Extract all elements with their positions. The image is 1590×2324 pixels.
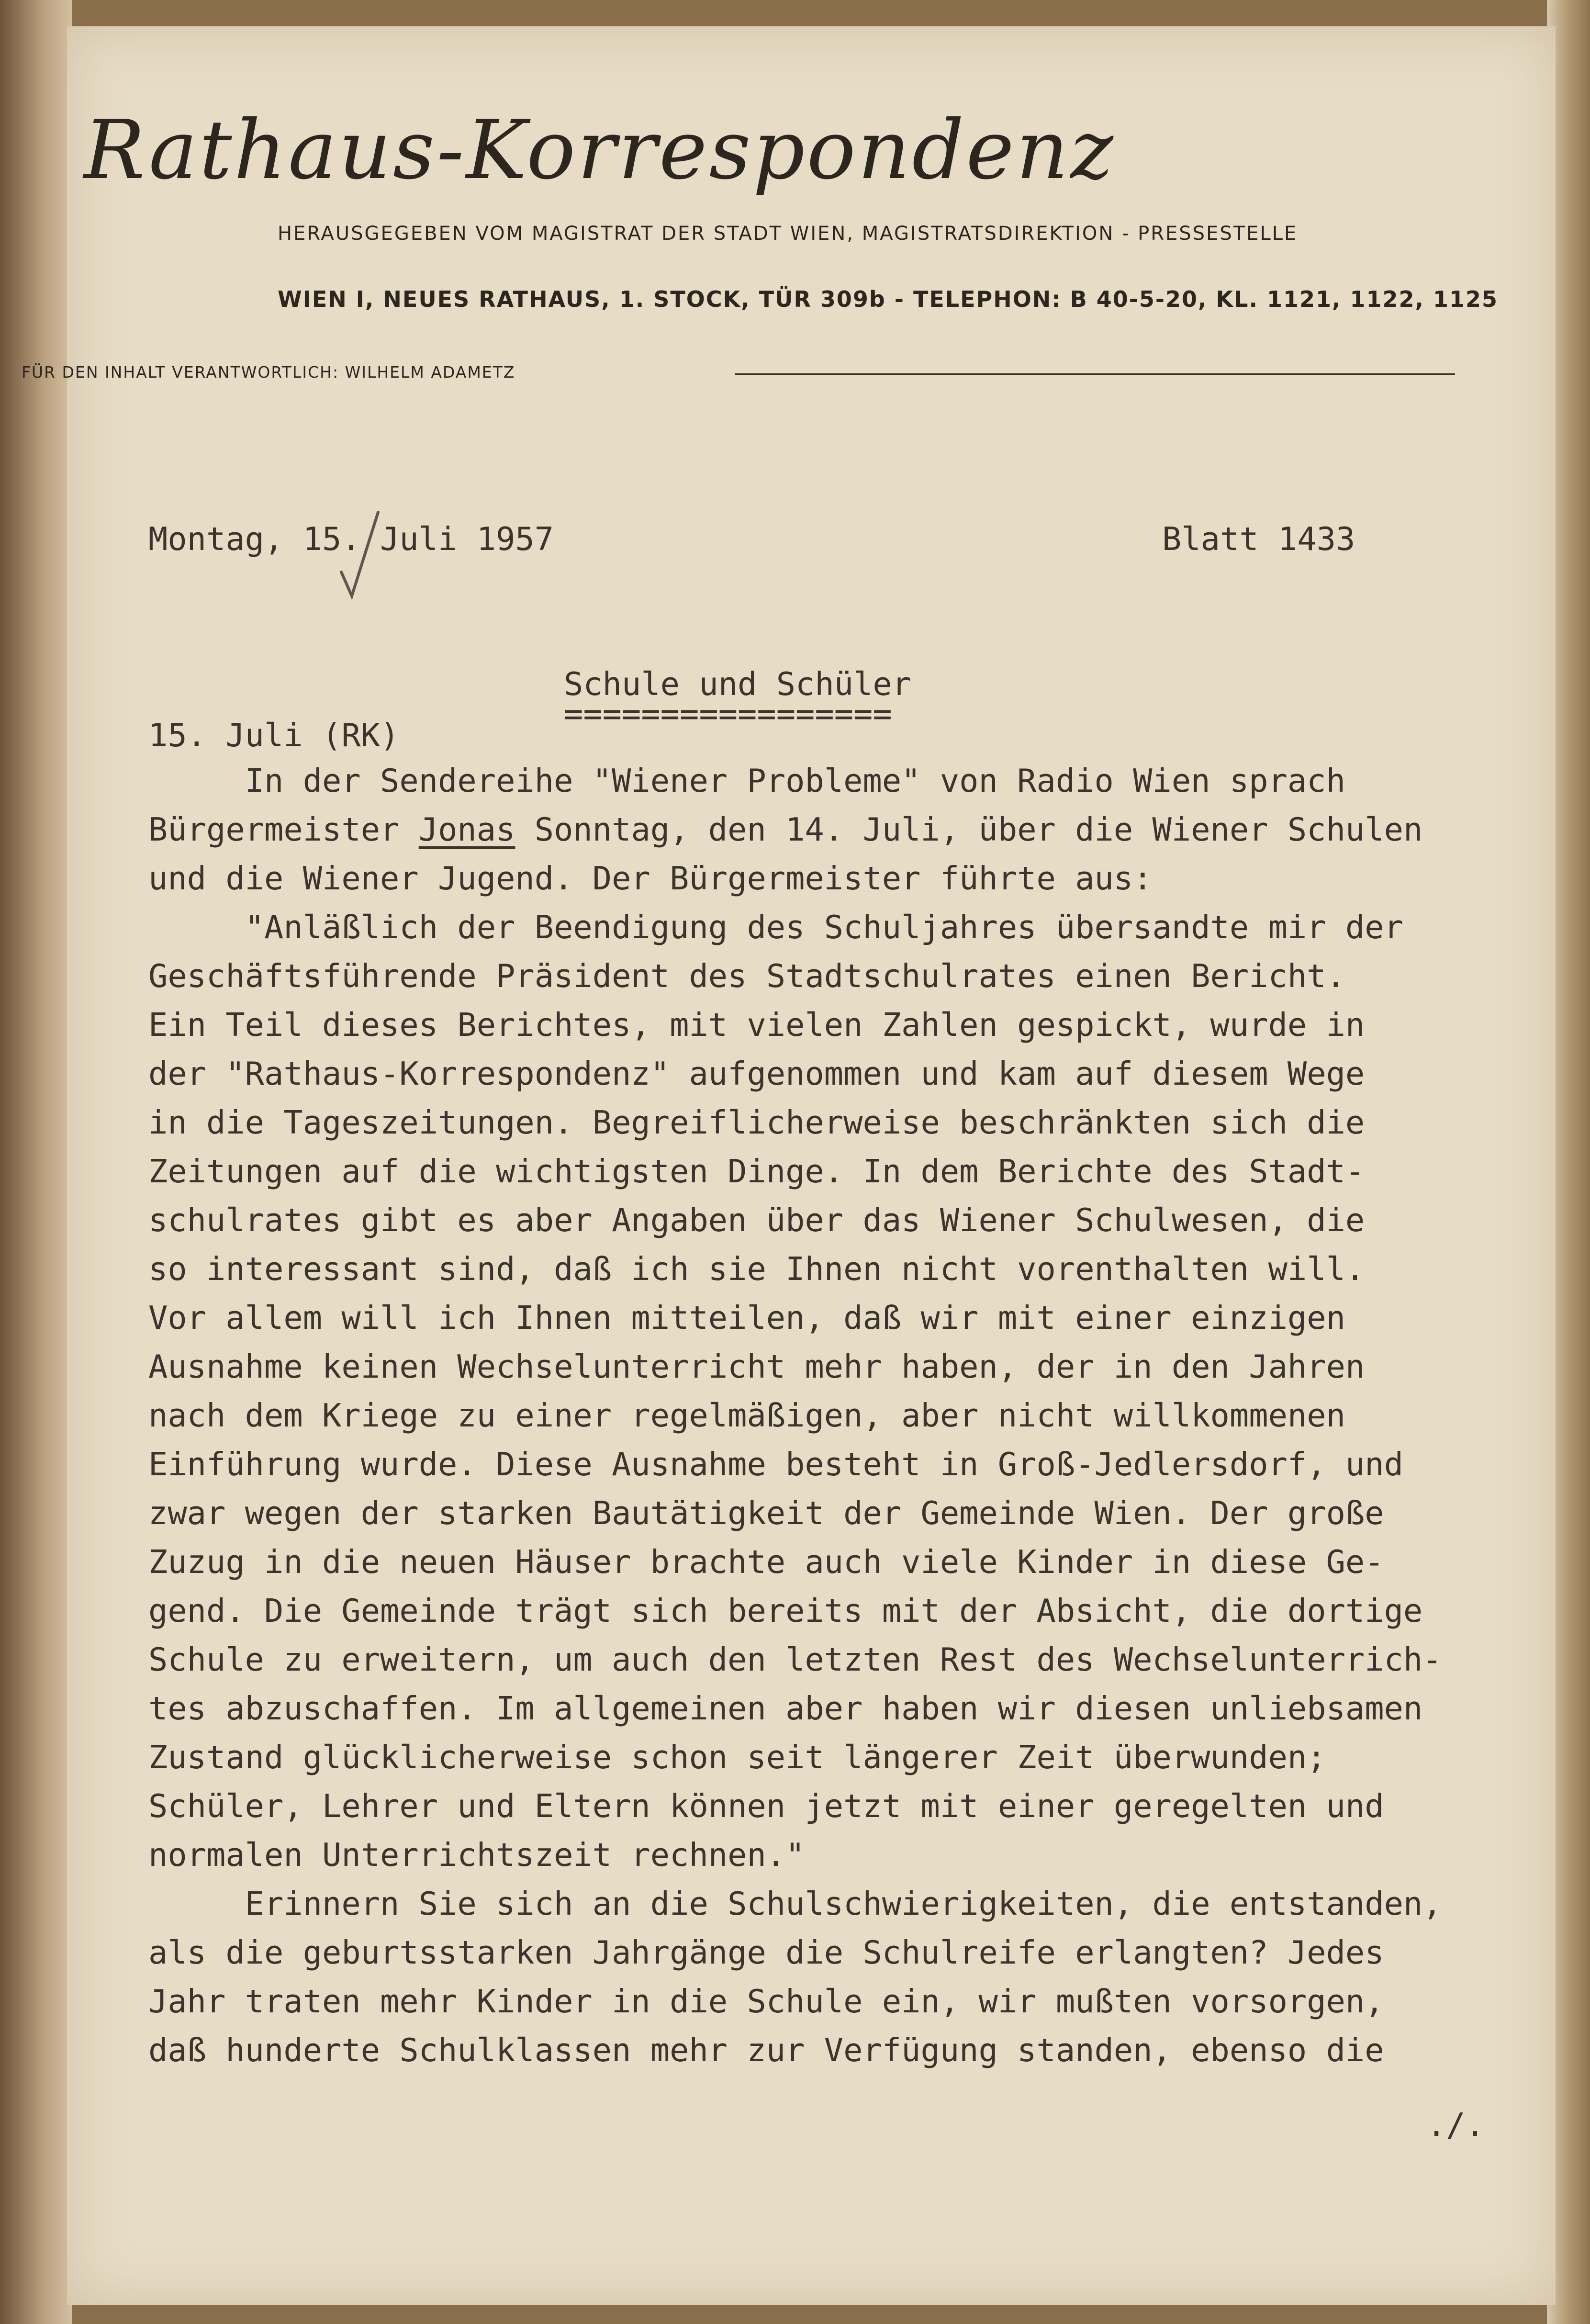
sheet-number: Blatt 1433	[1162, 520, 1355, 558]
facing-page-edge	[0, 0, 72, 2324]
body-line: schulrates gibt es aber Angaben über das Wiener Schulwesen, die	[148, 1201, 1365, 1239]
check-mark-icon	[337, 510, 381, 601]
body-line: gend. Die Gemeinde trägt sich bereits mit der Absicht, die dortige	[148, 1592, 1423, 1629]
date-line: Montag, 15. Juli 1957	[148, 520, 554, 558]
address-line: WIEN I, NEUES RATHAUS, 1. STOCK, TÜR 309b - TELEPHON: B 40-5-20, KL. 1121, 1122, 1125	[278, 286, 1499, 312]
body-line: In der Sendereihe "Wiener Probleme" von Radio Wien sprach	[148, 762, 1345, 799]
heading-rule: =================	[564, 695, 892, 732]
body-line: und die Wiener Jugend. Der Bürgermeister führte aus:	[148, 860, 1153, 897]
body-line: nach dem Kriege zu einer regelmäßigen, aber nicht willkommenen	[148, 1397, 1345, 1434]
publisher-line: HERAUSGEGEBEN VOM MAGISTRAT DER STADT WIEN, MAGISTRATSDIREKTION - PRESSESTELLE	[278, 223, 1298, 245]
body-line: Ausnahme keinen Wechselunterricht mehr haben, der in den Jahren	[148, 1348, 1365, 1385]
body-line: Schüler, Lehrer und Eltern können jetzt mit einer geregelten und	[148, 1787, 1384, 1825]
body-line: Zeitungen auf die wichtigsten Dinge. In dem Berichte des Stadt-	[148, 1153, 1365, 1190]
responsibility-line: FÜR DEN INHALT VERANTWORTLICH: WILHELM ADAMETZ	[22, 363, 515, 382]
body-line: daß hunderte Schulklassen mehr zur Verfügung standen, ebenso die	[148, 2032, 1384, 2069]
body-line: zwar wegen der starken Bautätigkeit der Gemeinde Wien. Der große	[148, 1494, 1384, 1532]
body-line: "Anläßlich der Beendigung des Schuljahres übersandte mir der	[148, 909, 1403, 946]
body-line: so interessant sind, daß ich sie Ihnen nicht vorenthalten will.	[148, 1250, 1365, 1288]
underlined-name: Jonas	[418, 811, 515, 848]
body-line: normalen Unterrichtszeit rechnen."	[148, 1836, 805, 1874]
body-line: Zustand glücklicherweise schon seit längerer Zeit überwunden;	[148, 1739, 1326, 1776]
body-line: als die geburtsstarken Jahrgänge die Schulreife erlangten? Jedes	[148, 1934, 1384, 1971]
body-line-start: Bürgermeister	[148, 811, 419, 848]
body-line: Schule zu erweitern, um auch den letzten Rest des Wechselunterrich-	[148, 1641, 1442, 1678]
intro-dateline: 15. Juli (RK)	[148, 717, 400, 754]
body-line: Zuzug in die neuen Häuser brachte auch viele Kinder in diese Ge-	[148, 1543, 1384, 1581]
masthead-title: Rathaus-Korrespondenz	[84, 103, 1115, 198]
body-line: Erinnern Sie sich an die Schulschwierigkeiten, die entstanden,	[148, 1885, 1442, 1922]
article-heading: Schule und Schüler	[564, 665, 912, 703]
body-line: Einführung wurde. Diese Ausnahme besteht in Groß-Jedlersdorf, und	[148, 1446, 1403, 1483]
article-body	[62, 756, 1489, 2075]
body-line	[62, 805, 1489, 854]
body-line: der "Rathaus-Korrespondenz" aufgenommen und kam auf diesem Wege	[148, 1055, 1365, 1092]
body-line: Geschäftsführende Präsident des Stadtschulrates einen Bericht.	[148, 957, 1345, 995]
body-line: in die Tageszeitungen. Begreiflicherweise beschränkten sich die	[148, 1104, 1365, 1141]
body-line: Jahr traten mehr Kinder in die Schule ein, wir mußten vorsorgen,	[148, 1983, 1384, 2020]
continuation-mark: ./.	[1426, 2106, 1485, 2144]
body-line: tes abzuschaffen. Im allgemeinen aber haben wir diesen unliebsamen	[148, 1690, 1423, 1727]
body-line: Vor allem will ich Ihnen mitteilen, daß wir mit einer einzigen	[148, 1299, 1345, 1336]
masthead-rule	[735, 373, 1455, 375]
body-line-rest: Sonntag, den 14. Juli, über die Wiener Schulen	[515, 811, 1423, 848]
body-line: Ein Teil dieses Berichtes, mit vielen Zahlen gespickt, wurde in	[148, 1006, 1365, 1044]
